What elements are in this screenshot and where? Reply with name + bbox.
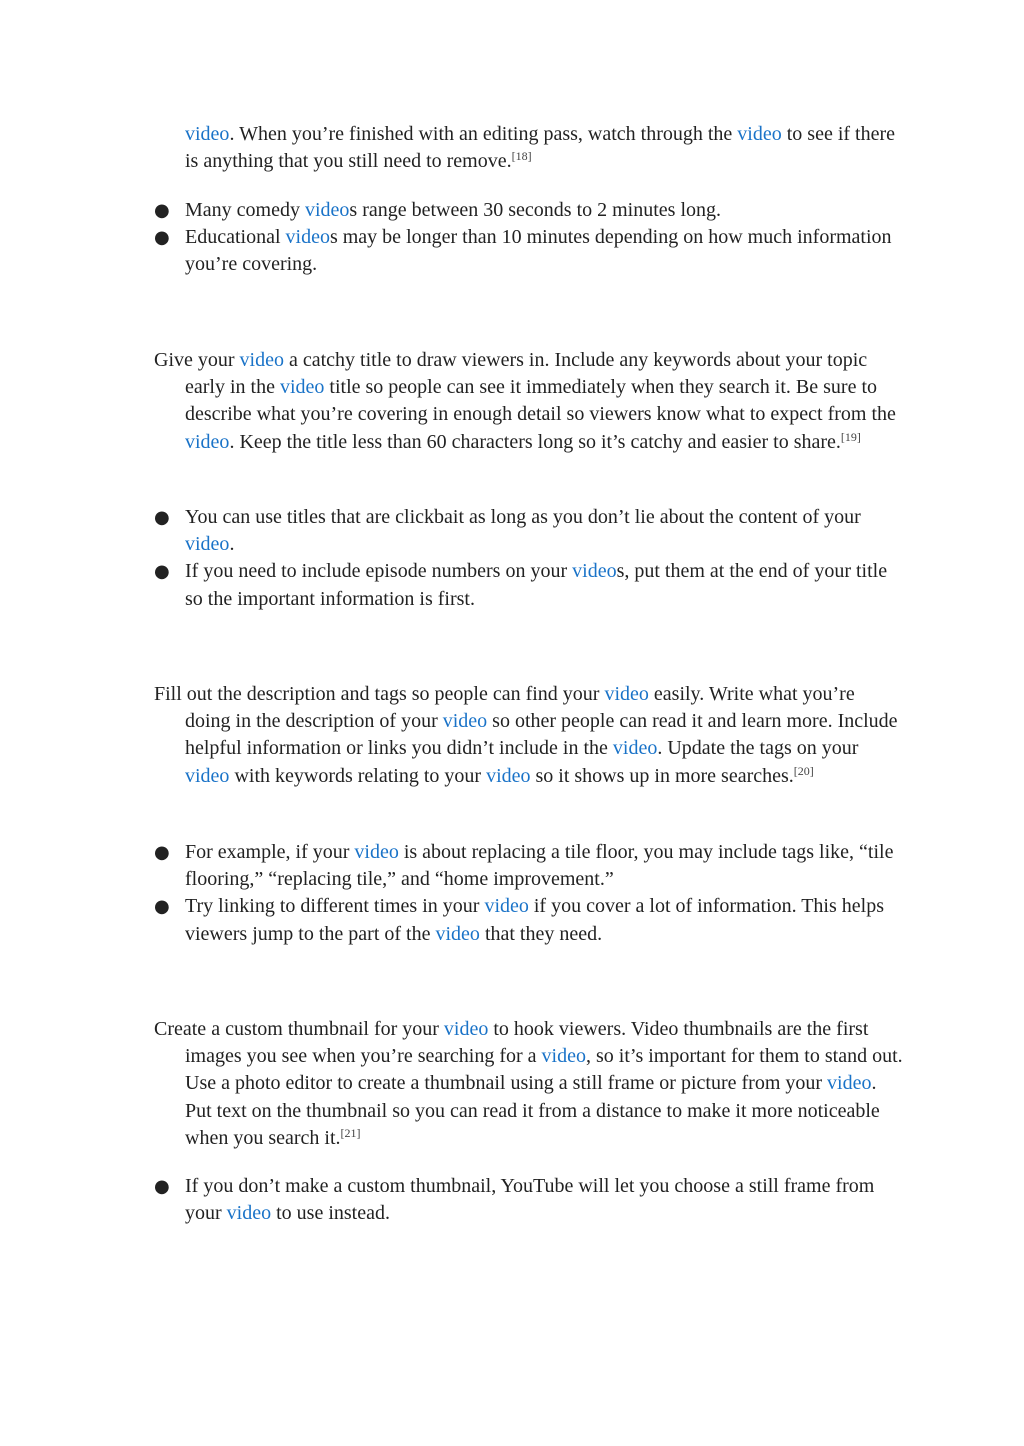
text-run: If you need to include episode numbers on your <box>185 560 573 583</box>
text-run: so it shows up in more searches. <box>530 764 794 787</box>
video-link[interactable]: video <box>827 1072 872 1095</box>
video-link[interactable]: video <box>185 533 230 556</box>
text-run: to hook viewers. Video thumbnails are the first images you see when you’re searching for a <box>185 1018 869 1068</box>
text-run: title so people can see it immediately when they search it. Be sure to describe what you’re covering in enough detail so viewers know what to expect from the <box>185 376 896 426</box>
text-run: , so it’s important for them to stand out. Use a photo editor to create a thumbnail using a still frame or picture from your <box>185 1045 903 1095</box>
bullet-icon: ● <box>154 896 170 918</box>
video-link[interactable]: video <box>185 430 230 453</box>
text-run: easily. Write what you’re doing in the description of your <box>185 683 855 733</box>
bullet-item <box>154 839 904 893</box>
text-run: s, put them at the end of your title so the important information is first. <box>185 560 888 610</box>
bullet-icon: ● <box>154 507 170 528</box>
text-run: if you cover a lot of information. This helps viewers jump to the part of the <box>185 895 884 945</box>
video-link[interactable]: video <box>442 710 488 733</box>
video-link[interactable]: video <box>279 376 325 399</box>
paragraph-video-title <box>154 347 904 456</box>
text-run: . <box>229 533 235 556</box>
bullet-icon: ● <box>154 842 170 863</box>
citation-ref[interactable]: [21] <box>340 1125 361 1140</box>
text-run: to see if there is anything that you still need to remove. <box>185 123 896 173</box>
video-link[interactable]: video <box>604 683 649 705</box>
video-link[interactable]: video <box>304 199 350 221</box>
citation-ref[interactable]: [18] <box>511 149 532 164</box>
text-run: Try linking to different times in your <box>185 895 485 918</box>
text-run: If you don’t make a custom thumbnail, YouTube will let you choose a still frame from your <box>185 1175 875 1225</box>
video-link[interactable]: video <box>572 560 617 583</box>
text-run: to use instead. <box>271 1202 390 1225</box>
video-link[interactable]: video <box>285 226 330 249</box>
video-link[interactable]: video <box>226 1202 272 1225</box>
text-run: is about replacing a tile floor, you may include tags like, “tile flooring,” “replacing tile,” and “home improvement.” <box>185 841 894 891</box>
bullet-list-3 <box>154 839 904 948</box>
text-run: . When you’re finished with an editing pass, watch through the <box>229 123 738 145</box>
paragraph-continuation <box>185 121 905 175</box>
video-link[interactable]: video <box>354 841 399 863</box>
paragraph-description-tags <box>154 681 904 790</box>
video-link[interactable]: video <box>486 764 531 787</box>
video-link[interactable]: video <box>435 922 480 945</box>
text-run: Many comedy <box>185 199 305 221</box>
text-run: Create a custom thumbnail for your <box>154 1018 444 1040</box>
video-link[interactable]: video <box>443 1018 489 1040</box>
citation-ref[interactable]: [19] <box>840 429 861 444</box>
text-run: a catchy title to draw viewers in. Include any keywords about your topic early in the <box>185 349 868 399</box>
bullet-item <box>154 197 904 224</box>
bullet-list-2 <box>154 504 904 613</box>
video-link[interactable]: video <box>239 349 284 371</box>
bullet-icon: ● <box>154 200 170 221</box>
text-run: s may be longer than 10 minutes depending on how much information you’re covering. <box>185 226 892 276</box>
bullet-item <box>154 504 904 558</box>
citation-ref[interactable]: [20] <box>793 763 814 778</box>
text-run: Fill out the description and tags so people can find your <box>154 683 605 705</box>
bullet-item <box>154 224 904 278</box>
bullet-icon: ● <box>154 1176 170 1197</box>
bullet-list-1 <box>154 197 904 279</box>
bullet-item <box>154 558 904 612</box>
text-run: For example, if your <box>185 841 355 863</box>
text-run: that they need. <box>479 922 603 945</box>
bullet-icon: ● <box>154 561 170 583</box>
video-link[interactable]: video <box>612 737 658 760</box>
text-run: s range between 30 seconds to 2 minutes long. <box>349 199 722 221</box>
video-link[interactable]: video <box>185 764 230 787</box>
bullet-item <box>154 893 904 947</box>
text-run: You can use titles that are clickbait as long as you don’t lie about the content of your <box>185 506 861 528</box>
text-run: . Update the tags on your <box>657 737 859 760</box>
video-link[interactable]: video <box>737 123 782 145</box>
text-run: Educational <box>185 226 286 249</box>
text-run: so other people can read it and learn more. Include helpful information or links you didn’t include in the <box>185 710 898 760</box>
video-link[interactable]: video <box>484 895 529 918</box>
video-link[interactable]: video <box>185 123 230 145</box>
text-run: . Keep the title less than 60 characters long so it’s catchy and easier to share. <box>229 430 841 453</box>
text-run: with keywords relating to your <box>229 764 487 787</box>
bullet-item <box>154 1173 904 1227</box>
bullet-icon: ● <box>154 227 170 249</box>
bullet-list-4 <box>154 1173 904 1227</box>
paragraph-thumbnail <box>154 1016 904 1152</box>
text-run: . Put text on the thumbnail so you can read it from a distance to make it more noticeable when you search it. <box>185 1072 880 1149</box>
text-run: Give your <box>154 349 240 371</box>
video-link[interactable]: video <box>541 1045 586 1068</box>
